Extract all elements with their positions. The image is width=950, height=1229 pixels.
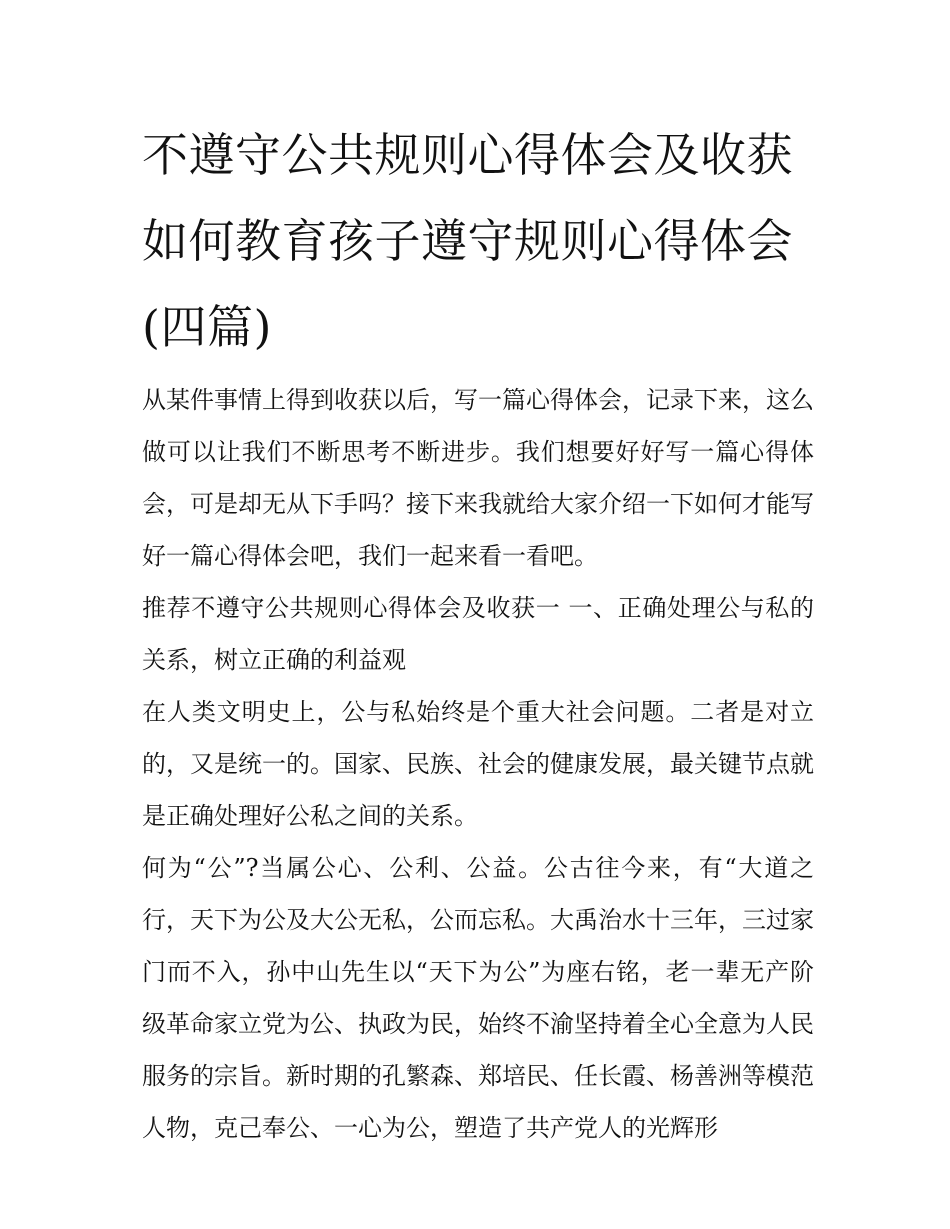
paragraph-what-is-public: 何为“公”?当属公心、公利、公益。公古往今来，有“大道之行，天下为公及大公无私，公而忘私。大禹治水十三年，三过家门而不入，孙中山先生以“天下为公”为座右铭，老一辈无产阶级革命家立党为公、执政为民，始终不渝坚持着全心全意为人民服务的宗旨。新时期的孔繁森、郑培民、任长霞、杨善洲等模范人物，克己奉公、一心为公，塑造了共产党人的光辉形 [142, 854, 814, 1142]
document-title: 不遵守公共规则心得体会及收获 如何教育孩子遵守规则心得体会(四篇) [142, 128, 793, 354]
paragraph-intro: 从某件事情上得到收获以后，写一篇心得体会，记录下来，这么做可以让我们不断思考不断进步。我们想要好好写一篇心得体会，可是却无从下手吗？接下来我就给大家介绍一下如何才能写好一篇心得体会吧，我们一起来看一看吧。 [142, 386, 814, 570]
paragraph-section-heading: 推荐不遵守公共规则心得体会及收获一 一、正确处理公与私的关系，树立正确的利益观 [142, 594, 814, 674]
paragraph-public-private: 在人类文明史上，公与私始终是个重大社会问题。二者是对立的，又是统一的。国家、民族、社会的健康发展，最关键节点就是正确处理好公私之间的关系。 [142, 698, 814, 830]
title-block [142, 112, 814, 370]
document-content [142, 112, 814, 1154]
